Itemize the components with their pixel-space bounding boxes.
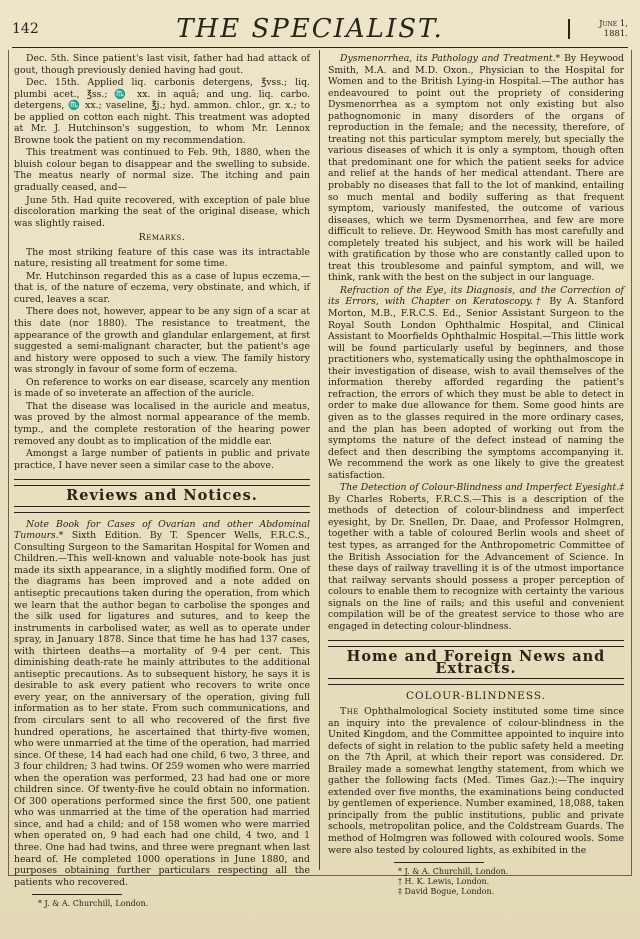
remarks-paragraph: On reference to works on ear disease, scarcely any mention is made of so inveterate an affection of the auricle. <box>14 376 310 400</box>
issue-date-line2: 1881. <box>603 29 628 39</box>
news-lead-word: The <box>340 705 359 717</box>
review-title: Dysmenorrhea, its Pathology and Treatment.* <box>340 53 561 64</box>
review-text: Sixth Edition. By T. Spencer Wells, F.R.C.S., Consulting Surgeon to the Samaritan Hospital for Women and Children.—This well-known and valuable note-book has just made its sixth appearance, in a slightly modified form. One of the diagrams has been improved and a note added on antiseptic precautions taken during the operation, from which we learn that the author began to carbolise the sponges and the silk used for ligatures and sutures, and to keep the instruments in carbolised water, as well as to operate under spray, in January 1878. Since that time he has had 137 cases, with thirteen deaths—a mortality of 9·4 per cent. This diminishing death-rate he mainly attributes to the additional antiseptic precautions. As to subsequent history, he says it is desirable to ask every patient who recovers to write once every year, on the anniversary of the operation, giving full information as to her state. From such communications, and from circulars sent to all who recovered of the first five hundred operations, he ascertained that thirty-five women, who were unmarried at the time of the operation, had married since. Of these, 14 had each had one child, 6 two, 3 three, and 3 four children; 3 had twins. Of 259 women who were married when the operation was performed, 23 had had one or more children since. Of twenty-five he could obtain no information. Of 300 operations performed since the first 500, one patient who was unmarried at the time of the operation had married since, and had a child; and of 158 women who were married when operated on, 9 had each had one child, 4 two, and 1 three. One had had twins, and three were pregnant when last heard of. He completed 1000 operations in June 1880, and purposes obtaining further particulars respecting all the patients who recovered. <box>14 530 310 888</box>
review-title: The Detection of Colour-Blindness and Imperfect Eyesight.‡ <box>340 482 624 494</box>
issue-date <box>568 19 628 39</box>
review-entry <box>328 53 624 284</box>
running-title: THE SPECIALIST. <box>176 14 444 44</box>
footnote: ‡ David Bogue, London. <box>398 887 495 897</box>
remarks-heading: Remarks. <box>138 232 186 244</box>
case-paragraph: June 5th. Had quite recovered, with exception of pale blue discoloration marking the seat of the original disease, which was slightly raised. <box>14 194 310 229</box>
remarks-paragraph: That the disease was localised in the auricle and meatus, was proved by the almost normal appearance of the memb. tymp., and the complete restoration of the hearing power removed any doubt as to implication of the middle ear. <box>14 400 310 447</box>
review-title: Note Book for Cases of Ovarian and other Abdominal Tumours.* <box>14 518 310 542</box>
review-text: By Heywood Smith, M.A. and M.D. Oxon., Physician to the Hospital for Women and to the British Lying-in Hospital.—The author has endeavoured to point out the propriety of considering Dysmenorrhea as a symptom not only existing but also pathognomonic in many disorders of the organs of reproduction in the female; and the necessity, therefore, of treating not this particular symptom merely, but specially the various diseases of which it is only a symptom, though often that predominant one for which the patient seeks for advice and relief at the hands of her medical attendant. There are probably no diseases that fall to the lot of mankind, entailing so much mental and bodily suffering as that frequent symptom, variously manifested, the outcome of various diseases, which we term Dysmenorrhea, and few are more difficult to relieve. Dr. Heywood Smith has most carefully and completely treated his subject, and his work will be hailed with gratification by those who are constantly called upon to treat this troublesome and painful symptom, and will, we think, rank with the best on the subject in our language. <box>328 53 624 284</box>
review-entry <box>14 519 310 889</box>
column-divider <box>319 50 320 870</box>
review-text: By A. Stanford Morton, M.B., F.R.C.S. Ed., Senior Assistant Surgeon to the Royal South London Ophthalmic Hospital, and Clinical Assistant to Moorfields Ophthalmic Hospital.—This little work will be found particularly useful by beginners, and those practitioners who, systematically using the ophthalmoscope in their investigation of disease, wish to avail themselves of the information thereby afforded regarding the patient's refraction, the errors of which they must be able to detect in order to make due allowance for them. Some good hints are given as to the glasses required in the more ordinary cases, and the plan has been adopted of working out from the symptoms the nature of the defect instead of naming the defect and then describing the symptoms accompanying it. We recommend the work as one likely to give the greatest satisfaction. <box>328 296 624 481</box>
header-rule <box>12 47 628 48</box>
reviews-section-heading <box>14 479 310 513</box>
page-header <box>12 12 628 46</box>
news-text: Ophthalmological Society instituted some time since an inquiry into the prevalence of colour-blindness in the United Kingdom, and the Committee appointed to inquire into defects of sight in relation to the public safety held a meeting on the 7th April, at which their report was considered. Dr. Brailey made a somewhat lengthy statement, from which we gather the following facts (Med. Times Gaz.):—The inquiry extended over five months, the examinations being conducted by gentlemen of experience. Number examined, 18,088, taken principally from the public institutions, public and private schools, metropolitan police, and the Coldstream Guards. The method of Holmgren was followed with coloured wools. Some were also tested by coloured lights, as exhibited in the <box>328 705 624 856</box>
case-paragraph: Dec. 15th. Applied liq. carbonis detergens, ℥vss.; liq. plumbi acet., ℥ss.; ♏ xx. in aquâ; and ung. liq. carbo. detergens, ♏ xx.; vaseline, ℥j.; hyd. ammon. chlor., gr. x.; to be applied on cotton each night. This treatment was adopted at Mr. J. Hutchinson's suggestion, to whom Mr. Lennox Browne took the patient on my recommendation. <box>14 77 310 146</box>
news-section-title: Home and Foreign News and Extracts. <box>328 646 624 679</box>
article-subheading: COLOUR-BLINDNESS. <box>406 690 546 703</box>
case-paragraph: Dec. 5th. Since patient's last visit, father had had attack of gout, though previously denied having had gout. <box>14 53 310 76</box>
page-number: 142 <box>12 21 39 37</box>
remarks-paragraph: The most striking feature of this case was its intractable nature, resisting all treatment for some time. <box>14 246 310 270</box>
right-column <box>328 53 624 897</box>
review-entry <box>328 285 624 481</box>
review-entry <box>328 482 624 632</box>
footnote: * J. & A. Churchill, London. <box>38 899 149 909</box>
reviews-section-title: Reviews and Notices. <box>14 485 310 507</box>
footnote-rule <box>32 894 122 895</box>
footnote-rule <box>394 862 484 863</box>
remarks-paragraph: Amongst a large number of patients in public and private practice, I have never seen a similar case to the above. <box>14 448 310 471</box>
news-section-heading <box>328 640 624 685</box>
issue-date-line1: June 1, <box>599 19 628 29</box>
footnote: * J. & A. Churchill, London. <box>398 867 509 877</box>
footnote: † H. K. Lewis, London. <box>398 877 490 887</box>
remarks-paragraph: Mr. Hutchinson regarded this as a case of lupus eczema,—that is, of the nature of eczema, very obstinate, and which, if cured, leaves a scar. <box>14 270 310 305</box>
left-column <box>14 53 310 909</box>
review-text: By Charles Roberts, F.R.C.S.—This is a description of the methods of detection of colour-blindness and imperfect eyesight, by Dr. Snellen, Dr. Daae, and Professor Holmgren, together with a table of coloured Berlin wools and sheet of test types, as arranged for the Anthropometric Committee of the British Association for the Advancement of Science. In these days of railway travelling it is of the utmost importance that railway servants should possess a proper perception of colours to enable them to recognize with certainty the various signals on the line of rails; and this useful and convenient compilation will be of the greatest service to those who are engaged in detecting colour-blindness. <box>328 493 624 632</box>
remarks-paragraph: There does not, however, appear to be any sign of a scar at this date (nor 1880). The resistance to treatment, the appearance of the growth and glandular enlargement, at first suggested a semi-malignant character, but the patient's age and history were opposed to such a view. The family history was strongly in favour of some form of eczema. <box>14 306 310 376</box>
review-title: Refraction of the Eye, its Diagnosis, and the Correction of its Errors, with Chapter on Keratoscopy.† <box>328 284 624 308</box>
news-paragraph <box>328 706 624 856</box>
case-paragraph: This treatment was continued to Feb. 9th, 1880, when the bluish colour began to disappear and the swelling to subside. The meatus nearly of normal size. The itching and pain gradually ceased, and— <box>14 147 310 194</box>
